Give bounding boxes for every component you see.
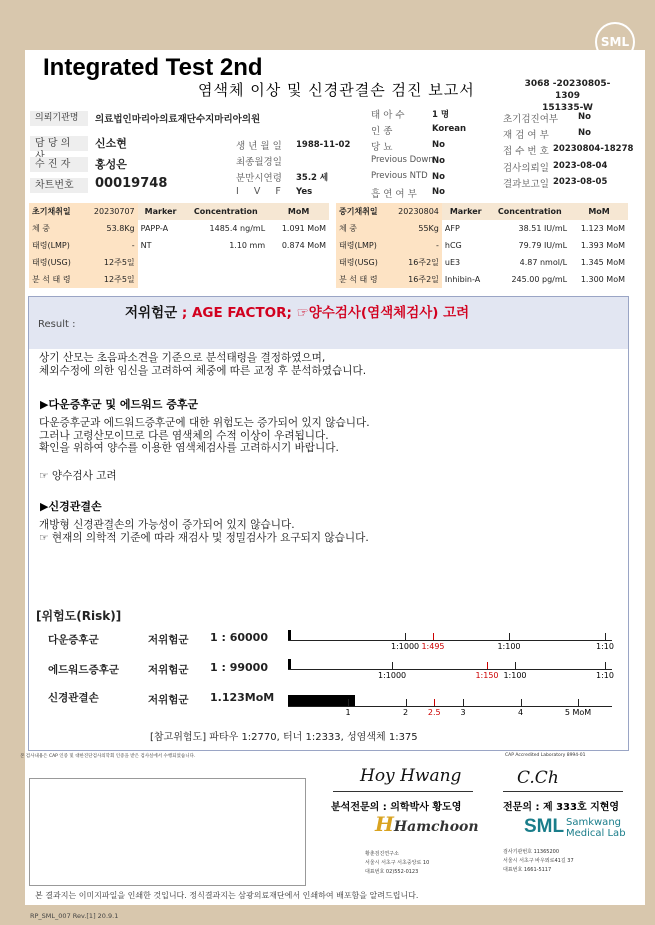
hamchoon-name: 황춘검진연구소 bbox=[365, 851, 399, 857]
second-trimester-table bbox=[336, 203, 628, 288]
marker-cell: 0.874 MoM bbox=[281, 241, 326, 250]
result-text: ☞ 현재의 의학적 기준에 따라 재검사 및 정밀검사가 요구되지 않습니다. bbox=[39, 531, 369, 544]
result-risk-level: 저위험군 bbox=[125, 305, 178, 321]
marker-cell: PAPP-A bbox=[140, 224, 169, 233]
risk-tick bbox=[433, 633, 434, 640]
marker-cell: 분 석 태 령 bbox=[29, 271, 81, 288]
risk-tick-label: 3 bbox=[460, 708, 466, 717]
marker-cell bbox=[138, 254, 184, 271]
risk-tick bbox=[348, 699, 349, 706]
marker-cell: 태령(USG) bbox=[336, 254, 388, 271]
marker-cell: 체 중 bbox=[336, 220, 388, 237]
marker-cell: Marker bbox=[138, 203, 184, 220]
risk-tick-label: 1:150 bbox=[475, 671, 499, 680]
marker-cell: 1.345 MoM bbox=[580, 258, 625, 267]
marker-cell: NT bbox=[140, 241, 152, 250]
reference-risk: [참고위험도] 파타우 1:2770, 터너 1:2333, 성염색체 1:375 bbox=[150, 732, 418, 743]
marker-cell: 1.393 MoM bbox=[580, 241, 625, 250]
report-title: Integrated Test 2nd bbox=[43, 54, 263, 81]
first-check-value: No bbox=[578, 112, 591, 122]
marker-cell: 태령(LMP) bbox=[336, 237, 388, 254]
marker-row bbox=[29, 237, 329, 254]
retest-value: No bbox=[578, 128, 591, 138]
risk-tick bbox=[463, 699, 464, 706]
marker-cell: 1.123 MoM bbox=[580, 224, 625, 233]
result-body bbox=[39, 470, 117, 483]
marker-cell: 초기채취일 bbox=[29, 203, 81, 220]
samkwang-address: 서울시 서초구 바우뫼로41길 37 bbox=[503, 858, 574, 864]
result-text: 상기 산모는 초음파소견을 기준으로 분석태령을 결정하였으며, bbox=[39, 352, 326, 364]
marker-cell: 분 석 태 령 bbox=[336, 271, 388, 288]
specialist-2: 전문의 : 제 333호 지현영 bbox=[503, 802, 620, 813]
marker-cell bbox=[268, 271, 329, 288]
samkwang-phone: 대표번호 1661-5117 bbox=[503, 867, 552, 873]
result-recommendation: ; AGE FACTOR; ☞양수검사(염색체검사) 고려 bbox=[181, 305, 470, 321]
institution-label: 의뢰기관명 bbox=[30, 111, 88, 126]
marker-cell bbox=[183, 271, 268, 288]
result-text: ☞ 양수검사 고려 bbox=[39, 470, 117, 482]
report-date-value: 2023-08-05 bbox=[553, 177, 608, 187]
chart-label: 차트번호 bbox=[30, 178, 88, 193]
marker-cell: 태령(LMP) bbox=[29, 237, 81, 254]
hamchoon-logo: HHamchoon bbox=[375, 812, 479, 836]
risk-tick-label: 1:1000 bbox=[391, 642, 420, 651]
result-text: 체외수정에 의한 임신을 고려하여 체중에 따른 교정 후 분석하였습니다. bbox=[39, 364, 367, 377]
accession-value: 20230804-18278 bbox=[553, 144, 634, 154]
marker-cell bbox=[138, 271, 184, 288]
marker-cell: 245.00 pg/mL bbox=[511, 275, 568, 284]
marker-row bbox=[336, 220, 628, 237]
marker-cell: MoM bbox=[268, 203, 329, 220]
report-code-2: 151335-W bbox=[542, 103, 593, 113]
result-text: 개방형 신경관결손의 가능성이 증가되어 있지 않습니다. bbox=[39, 519, 295, 531]
signature-1: Hoy Hwang bbox=[360, 766, 462, 786]
report-code-1: 3068 -20230805-1309 bbox=[524, 79, 611, 101]
risk-ntd-level: 저위험군 bbox=[148, 694, 189, 706]
risk-edwards-name: 에드워드증후군 bbox=[48, 664, 120, 676]
result-text: 다운증후군과 에드워드증후군에 대한 위험도는 증가되어 있지 않습니다. bbox=[39, 417, 370, 429]
result-text: 그러나 고령산모이므로 다른 염색체의 수적 이상이 우려됩니다. bbox=[39, 429, 329, 442]
samkwang-name-2: Medical Lab bbox=[566, 828, 626, 839]
marker-cell: AFP bbox=[444, 224, 460, 233]
age-label: 분만시연령 bbox=[236, 173, 282, 184]
risk-tick bbox=[434, 699, 435, 706]
marker-cell: Concentration bbox=[490, 203, 571, 220]
risk-ntd-value: 1.123MoM bbox=[210, 691, 275, 704]
down-risk-marker bbox=[288, 630, 291, 640]
marker-row bbox=[336, 254, 628, 271]
accreditation-note: 본 검사내용은 CAP 인증 및 대한진단검사의학회 인증을 받은 검사실에서 수행되었습니다. bbox=[20, 754, 196, 759]
risk-tick-label: 1 bbox=[345, 708, 351, 717]
hamchoon-logo-text: Hamchoon bbox=[393, 819, 479, 835]
race-label: 인 종 bbox=[371, 126, 393, 137]
risk-tick bbox=[487, 662, 488, 669]
signature-line-2 bbox=[503, 791, 623, 792]
form-number: RP_SML_007 Rev.[1] 20.9.1 bbox=[30, 912, 119, 920]
risk-tick bbox=[509, 633, 510, 640]
risk-down-level: 저위험군 bbox=[148, 634, 189, 646]
chart-value: 00019748 bbox=[95, 176, 168, 191]
samkwang-name bbox=[566, 817, 626, 839]
risk-ntd-name: 신경관결손 bbox=[48, 692, 99, 704]
risk-axis bbox=[288, 640, 612, 641]
prev-ntd-value: No bbox=[432, 172, 445, 182]
section-ntd: ▶신경관결손 bbox=[40, 500, 102, 513]
risk-edwards-level: 저위험군 bbox=[148, 664, 189, 676]
patient-label: 수 진 자 bbox=[30, 157, 88, 172]
marker-cell: 55Kg bbox=[388, 220, 442, 237]
marker-cell: 79.79 IU/mL bbox=[518, 241, 568, 250]
marker-row bbox=[29, 271, 329, 288]
risk-edwards-value: 1 : 99000 bbox=[210, 661, 268, 674]
race-value: Korean bbox=[432, 124, 467, 134]
risk-tick-label: 4 bbox=[517, 708, 524, 717]
marker-cell bbox=[183, 254, 268, 271]
prev-down-label: Previous Down bbox=[371, 155, 434, 165]
risk-tick bbox=[521, 699, 522, 706]
request-date-label: 검사의뢰일 bbox=[503, 163, 549, 174]
marker-cell: 4.87 nmol/L bbox=[519, 258, 568, 267]
report-subtitle: 염색체 이상 및 신경관결손 검진 보고서 bbox=[198, 81, 475, 99]
marker-cell: 1.10 mm bbox=[229, 241, 266, 250]
marker-row bbox=[29, 254, 329, 271]
report-date-label: 결과보고일 bbox=[503, 179, 549, 190]
risk-tick-label: 2 bbox=[402, 708, 409, 717]
birth-label: 생 년 월 일 bbox=[236, 141, 282, 152]
result-body bbox=[39, 352, 366, 377]
edwards-risk-marker bbox=[288, 659, 291, 669]
marker-cell: 53.8Kg bbox=[81, 220, 138, 237]
doctor-value: 신소현 bbox=[95, 137, 127, 150]
cap-number: CAP Accredited Laboratory 8994-01 bbox=[505, 753, 586, 758]
age-value: 35.2 세 bbox=[296, 173, 329, 183]
risk-tick-label: 1:10 bbox=[596, 671, 614, 680]
risk-tick bbox=[578, 699, 579, 706]
marker-cell: 16주2일 bbox=[388, 254, 442, 271]
risk-down-name: 다운증후군 bbox=[48, 634, 99, 646]
ivf-label: I V F bbox=[236, 186, 287, 197]
signature-2: C.Ch bbox=[517, 768, 559, 788]
risk-tick-label: 1:100 bbox=[503, 671, 527, 680]
hamchoon-phone: 대표번호 02)552-0123 bbox=[365, 869, 419, 875]
marker-cell: Inhibin-A bbox=[444, 275, 481, 284]
signature-line-1 bbox=[333, 791, 473, 792]
doctor-label: 담 당 의 bbox=[30, 136, 88, 151]
marker-cell: 태령(USG) bbox=[29, 254, 81, 271]
result-body bbox=[39, 417, 370, 455]
marker-cell: 16주2일 bbox=[388, 271, 442, 288]
risk-down-value: 1 : 60000 bbox=[210, 631, 268, 644]
marker-cell: 체 중 bbox=[29, 220, 81, 237]
marker-cell: 중기채취일 bbox=[336, 203, 388, 220]
marker-cell: Marker bbox=[442, 203, 490, 220]
accession-label: 접 수 번 호 bbox=[503, 146, 549, 157]
result-text: 확인을 위하여 양수를 이용한 염색체검사를 고려하시기 바랍니다. bbox=[39, 442, 339, 454]
specialist-1: 분석전문의 : 의학박사 황도영 bbox=[331, 802, 462, 813]
section-down-edwards: ▶다운증후군 및 에드워드 증후군 bbox=[40, 398, 199, 411]
sml-logo: SML bbox=[595, 22, 635, 62]
comment-box bbox=[29, 778, 306, 886]
prev-down-value: No bbox=[432, 156, 445, 166]
result-label: Result : bbox=[38, 319, 76, 330]
risk-tick-label: 1:10 bbox=[596, 642, 614, 651]
marker-cell: hCG bbox=[444, 241, 462, 250]
risk-tick bbox=[406, 699, 407, 706]
marker-cell: - bbox=[388, 237, 442, 254]
diabetes-value: No bbox=[432, 140, 445, 150]
marker-cell: - bbox=[81, 237, 138, 254]
risk-tick bbox=[515, 662, 516, 669]
fetus-label: 태 아 수 bbox=[371, 110, 405, 121]
marker-row bbox=[336, 271, 628, 288]
marker-row bbox=[336, 203, 628, 220]
marker-cell: 12주5일 bbox=[81, 271, 138, 288]
risk-tick-label: 5 MoM bbox=[564, 708, 592, 717]
result-body bbox=[39, 519, 369, 544]
marker-cell: uE3 bbox=[444, 258, 461, 267]
fetus-value: 1 명 bbox=[432, 110, 450, 120]
risk-tick bbox=[605, 633, 606, 640]
marker-row bbox=[336, 237, 628, 254]
samkwang-info bbox=[503, 848, 574, 875]
marker-cell: 1485.4 ng/mL bbox=[209, 224, 266, 233]
diabetes-label: 당 뇨 bbox=[371, 142, 393, 153]
marker-cell: 1.091 MoM bbox=[281, 224, 326, 233]
hamchoon-address: 서울시 서초구 서초중앙로 10 bbox=[365, 860, 430, 866]
risk-tick-label: 1:100 bbox=[497, 642, 521, 651]
risk-tick-label: 1:495 bbox=[421, 642, 445, 651]
first-check-label: 초기검진여부 bbox=[503, 114, 559, 125]
marker-cell: Concentration bbox=[183, 203, 268, 220]
risk-axis bbox=[288, 706, 612, 707]
samkwang-name-1: Samkwang bbox=[566, 817, 621, 828]
hamchoon-info bbox=[365, 850, 429, 877]
retest-label: 재 검 여 부 bbox=[503, 130, 549, 141]
result-headline bbox=[125, 301, 469, 321]
footer-note: 본 결과지는 이미지파일을 인쇄한 것입니다. 정식결과지는 삼광의료재단에서 인쇄하여 배포함을 알려드립니다. bbox=[35, 891, 419, 900]
marker-row bbox=[29, 220, 329, 237]
smoking-label: 흡 연 여 부 bbox=[371, 189, 417, 200]
samkwang-license: 검사기관번호 11365200 bbox=[503, 849, 560, 855]
marker-cell: 38.51 IU/mL bbox=[518, 224, 568, 233]
smoking-value: No bbox=[432, 187, 445, 197]
report-code bbox=[520, 78, 615, 114]
risk-tick bbox=[392, 662, 393, 669]
risk-tick-label: 1:1000 bbox=[378, 671, 407, 680]
birth-value: 1988-11-02 bbox=[296, 140, 351, 150]
samkwang-logo: SML bbox=[524, 816, 565, 837]
risk-title: [위험도(Risk)] bbox=[36, 609, 122, 623]
ivf-value: Yes bbox=[296, 187, 313, 197]
lmp-label: 최종월경일 bbox=[236, 157, 282, 168]
risk-tick-label: 2.5 bbox=[427, 708, 441, 717]
ntd-bar bbox=[288, 695, 355, 706]
marker-cell: 20230707 bbox=[81, 203, 138, 220]
request-date-value: 2023-08-04 bbox=[553, 161, 608, 171]
prev-ntd-label: Previous NTD bbox=[371, 171, 428, 181]
marker-cell: 1.300 MoM bbox=[580, 275, 625, 284]
risk-tick bbox=[605, 662, 606, 669]
patient-value: 홍성은 bbox=[95, 158, 127, 171]
marker-cell: 12주5일 bbox=[81, 254, 138, 271]
risk-axis bbox=[288, 669, 612, 670]
marker-cell: MoM bbox=[570, 203, 628, 220]
marker-row bbox=[29, 203, 329, 220]
first-trimester-table bbox=[29, 203, 329, 288]
marker-cell: 20230804 bbox=[388, 203, 442, 220]
risk-tick bbox=[405, 633, 406, 640]
marker-cell bbox=[268, 254, 329, 271]
institution-value: 의료법인마리아의료재단수지마리아의원 bbox=[95, 114, 261, 125]
